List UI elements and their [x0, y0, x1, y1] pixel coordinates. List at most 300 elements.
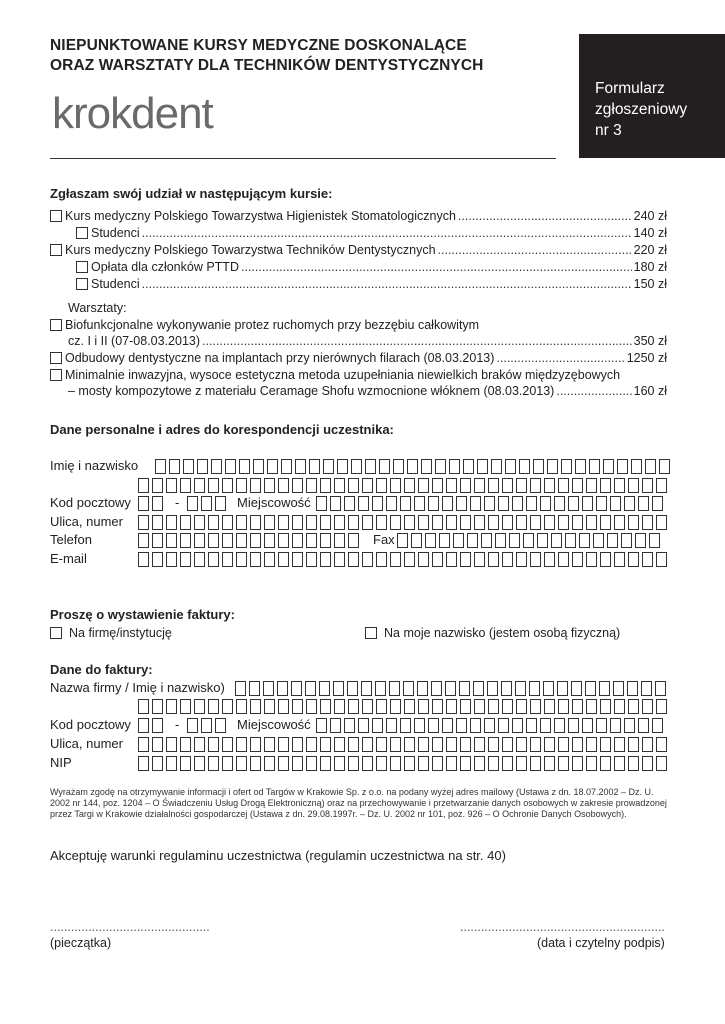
char-box[interactable] [523, 533, 534, 548]
char-box[interactable] [250, 737, 261, 752]
char-box[interactable] [600, 737, 611, 752]
char-box[interactable] [600, 515, 611, 530]
char-box[interactable] [291, 681, 302, 696]
char-box[interactable] [166, 737, 177, 752]
name-field[interactable] [155, 459, 670, 474]
char-box[interactable] [638, 496, 649, 511]
char-box[interactable] [571, 681, 582, 696]
char-box[interactable] [155, 459, 166, 474]
char-box[interactable] [292, 737, 303, 752]
char-box[interactable] [138, 515, 149, 530]
char-box[interactable] [390, 515, 401, 530]
char-box[interactable] [386, 718, 397, 733]
char-box[interactable] [600, 552, 611, 567]
char-box[interactable] [236, 478, 247, 493]
char-box[interactable] [397, 533, 408, 548]
char-box[interactable] [554, 496, 565, 511]
char-box[interactable] [320, 699, 331, 714]
fax-field[interactable] [397, 533, 660, 548]
char-box[interactable] [586, 478, 597, 493]
char-box[interactable] [347, 681, 358, 696]
char-box[interactable] [320, 478, 331, 493]
char-box[interactable] [376, 699, 387, 714]
char-box[interactable] [194, 478, 205, 493]
postcode-field-part2[interactable] [187, 496, 226, 511]
char-box[interactable] [656, 478, 667, 493]
char-box[interactable] [656, 737, 667, 752]
char-box[interactable] [642, 737, 653, 752]
char-box[interactable] [582, 496, 593, 511]
char-box[interactable] [432, 478, 443, 493]
char-box[interactable] [183, 459, 194, 474]
char-box[interactable] [540, 718, 551, 733]
invoice-company-option[interactable]: Na firmę/instytucję [50, 625, 350, 641]
char-box[interactable] [558, 756, 569, 771]
char-box[interactable] [138, 756, 149, 771]
char-box[interactable] [428, 496, 439, 511]
char-box[interactable] [558, 699, 569, 714]
char-box[interactable] [180, 515, 191, 530]
char-box[interactable] [344, 718, 355, 733]
char-box[interactable] [403, 681, 414, 696]
char-box[interactable] [306, 515, 317, 530]
char-box[interactable] [330, 496, 341, 511]
char-box[interactable] [624, 496, 635, 511]
char-box[interactable] [516, 552, 527, 567]
char-box[interactable] [614, 737, 625, 752]
char-box[interactable] [222, 552, 233, 567]
char-box[interactable] [407, 459, 418, 474]
char-box[interactable] [281, 459, 292, 474]
char-box[interactable] [596, 496, 607, 511]
char-box[interactable] [180, 699, 191, 714]
char-box[interactable] [166, 756, 177, 771]
char-box[interactable] [607, 533, 618, 548]
char-box[interactable] [138, 533, 149, 548]
char-box[interactable] [358, 496, 369, 511]
char-box[interactable] [362, 699, 373, 714]
char-box[interactable] [215, 496, 226, 511]
char-box[interactable] [201, 718, 212, 733]
char-box[interactable] [484, 718, 495, 733]
char-box[interactable] [484, 496, 495, 511]
char-box[interactable] [365, 459, 376, 474]
char-box[interactable] [309, 459, 320, 474]
company-name-field-line2[interactable] [138, 699, 667, 714]
checkbox[interactable] [50, 244, 62, 256]
char-box[interactable] [505, 459, 516, 474]
char-box[interactable] [278, 756, 289, 771]
char-box[interactable] [652, 718, 663, 733]
char-box[interactable] [572, 552, 583, 567]
char-box[interactable] [432, 737, 443, 752]
char-box[interactable] [316, 718, 327, 733]
char-box[interactable] [305, 681, 316, 696]
char-box[interactable] [530, 478, 541, 493]
char-box[interactable] [474, 552, 485, 567]
char-box[interactable] [306, 737, 317, 752]
char-box[interactable] [628, 478, 639, 493]
char-box[interactable] [586, 737, 597, 752]
char-box[interactable] [166, 699, 177, 714]
char-box[interactable] [379, 459, 390, 474]
char-box[interactable] [495, 533, 506, 548]
street-field[interactable] [138, 515, 667, 530]
char-box[interactable] [414, 496, 425, 511]
char-box[interactable] [610, 496, 621, 511]
char-box[interactable] [295, 459, 306, 474]
char-box[interactable] [470, 718, 481, 733]
char-box[interactable] [543, 681, 554, 696]
char-box[interactable] [404, 552, 415, 567]
char-box[interactable] [614, 552, 625, 567]
char-box[interactable] [222, 515, 233, 530]
char-box[interactable] [239, 459, 250, 474]
char-box[interactable] [516, 478, 527, 493]
char-box[interactable] [593, 533, 604, 548]
char-box[interactable] [404, 515, 415, 530]
char-box[interactable] [337, 459, 348, 474]
char-box[interactable] [138, 552, 149, 567]
email-field[interactable] [138, 552, 667, 567]
char-box[interactable] [491, 459, 502, 474]
char-box[interactable] [320, 515, 331, 530]
char-box[interactable] [404, 756, 415, 771]
char-box[interactable] [659, 459, 670, 474]
char-box[interactable] [390, 756, 401, 771]
char-box[interactable] [152, 756, 163, 771]
char-box[interactable] [544, 515, 555, 530]
char-box[interactable] [180, 756, 191, 771]
char-box[interactable] [236, 515, 247, 530]
char-box[interactable] [250, 699, 261, 714]
char-box[interactable] [575, 459, 586, 474]
char-box[interactable] [222, 737, 233, 752]
char-box[interactable] [348, 533, 359, 548]
char-box[interactable] [474, 699, 485, 714]
char-box[interactable] [166, 478, 177, 493]
char-box[interactable] [596, 718, 607, 733]
char-box[interactable] [432, 756, 443, 771]
char-box[interactable] [502, 699, 513, 714]
char-box[interactable] [652, 496, 663, 511]
char-box[interactable] [544, 552, 555, 567]
char-box[interactable] [152, 478, 163, 493]
char-box[interactable] [169, 459, 180, 474]
char-box[interactable] [446, 756, 457, 771]
char-box[interactable] [187, 718, 198, 733]
char-box[interactable] [502, 756, 513, 771]
char-box[interactable] [655, 681, 666, 696]
checkbox[interactable] [50, 319, 62, 331]
char-box[interactable] [488, 737, 499, 752]
char-box[interactable] [421, 459, 432, 474]
char-box[interactable] [306, 478, 317, 493]
workshop-option-3[interactable]: Minimalnie inwazyjna, wysoce estetyczna metoda uzupełniania niewielkich braków międzyzębowych [50, 367, 667, 383]
invoice-city-field[interactable] [316, 718, 663, 733]
char-box[interactable] [572, 737, 583, 752]
char-box[interactable] [180, 737, 191, 752]
char-box[interactable] [320, 756, 331, 771]
char-box[interactable] [376, 478, 387, 493]
char-box[interactable] [459, 681, 470, 696]
char-box[interactable] [442, 718, 453, 733]
char-box[interactable] [264, 699, 275, 714]
char-box[interactable] [264, 533, 275, 548]
char-box[interactable] [551, 533, 562, 548]
char-box[interactable] [362, 756, 373, 771]
char-box[interactable] [613, 681, 624, 696]
checkbox[interactable] [50, 210, 62, 222]
checkbox[interactable] [50, 369, 62, 381]
char-box[interactable] [180, 478, 191, 493]
char-box[interactable] [530, 552, 541, 567]
char-box[interactable] [473, 681, 484, 696]
char-box[interactable] [201, 496, 212, 511]
char-box[interactable] [208, 478, 219, 493]
char-box[interactable] [404, 699, 415, 714]
char-box[interactable] [138, 699, 149, 714]
char-box[interactable] [432, 699, 443, 714]
course-option-pths[interactable]: Kurs medyczny Polskiego Towarzystwa Higienistek Stomatologicznych ..... 240 zł [50, 208, 667, 224]
char-box[interactable] [638, 718, 649, 733]
char-box[interactable] [250, 552, 261, 567]
char-box[interactable] [418, 699, 429, 714]
char-box[interactable] [600, 756, 611, 771]
char-box[interactable] [320, 737, 331, 752]
char-box[interactable] [152, 718, 163, 733]
char-box[interactable] [512, 496, 523, 511]
char-box[interactable] [362, 552, 373, 567]
char-box[interactable] [460, 515, 471, 530]
char-box[interactable] [194, 552, 205, 567]
char-box[interactable] [558, 737, 569, 752]
char-box[interactable] [446, 515, 457, 530]
char-box[interactable] [586, 515, 597, 530]
char-box[interactable] [530, 515, 541, 530]
char-box[interactable] [656, 552, 667, 567]
checkbox[interactable] [76, 261, 88, 273]
char-box[interactable] [635, 533, 646, 548]
char-box[interactable] [512, 718, 523, 733]
char-box[interactable] [372, 718, 383, 733]
char-box[interactable] [306, 756, 317, 771]
char-box[interactable] [152, 533, 163, 548]
char-box[interactable] [558, 478, 569, 493]
char-box[interactable] [320, 533, 331, 548]
char-box[interactable] [278, 552, 289, 567]
workshop-option-2[interactable]: Odbudowy dentystyczne na implantach przy nierównych filarach (08.03.2013) ..... 1250 zł [50, 350, 667, 366]
checkbox[interactable] [76, 278, 88, 290]
char-box[interactable] [138, 478, 149, 493]
char-box[interactable] [446, 478, 457, 493]
char-box[interactable] [348, 552, 359, 567]
char-box[interactable] [614, 478, 625, 493]
char-box[interactable] [537, 533, 548, 548]
checkbox[interactable] [365, 627, 377, 639]
char-box[interactable] [306, 699, 317, 714]
char-box[interactable] [320, 552, 331, 567]
char-box[interactable] [344, 496, 355, 511]
char-box[interactable] [467, 533, 478, 548]
char-box[interactable] [526, 496, 537, 511]
char-box[interactable] [152, 737, 163, 752]
char-box[interactable] [516, 699, 527, 714]
char-box[interactable] [656, 699, 667, 714]
char-box[interactable] [519, 459, 530, 474]
char-box[interactable] [533, 459, 544, 474]
char-box[interactable] [166, 552, 177, 567]
char-box[interactable] [572, 478, 583, 493]
char-box[interactable] [649, 533, 660, 548]
char-box[interactable] [166, 515, 177, 530]
char-box[interactable] [348, 737, 359, 752]
char-box[interactable] [572, 756, 583, 771]
char-box[interactable] [187, 496, 198, 511]
char-box[interactable] [418, 737, 429, 752]
char-box[interactable] [386, 496, 397, 511]
char-box[interactable] [358, 718, 369, 733]
char-box[interactable] [624, 718, 635, 733]
char-box[interactable] [572, 515, 583, 530]
char-box[interactable] [292, 533, 303, 548]
char-box[interactable] [498, 496, 509, 511]
char-box[interactable] [488, 552, 499, 567]
char-box[interactable] [306, 552, 317, 567]
char-box[interactable] [418, 756, 429, 771]
char-box[interactable] [348, 756, 359, 771]
char-box[interactable] [236, 756, 247, 771]
char-box[interactable] [348, 699, 359, 714]
char-box[interactable] [487, 681, 498, 696]
char-box[interactable] [194, 515, 205, 530]
invoice-postcode-field-part2[interactable] [187, 718, 226, 733]
char-box[interactable] [264, 478, 275, 493]
char-box[interactable] [572, 699, 583, 714]
char-box[interactable] [614, 756, 625, 771]
char-box[interactable] [558, 552, 569, 567]
char-box[interactable] [516, 737, 527, 752]
char-box[interactable] [453, 533, 464, 548]
char-box[interactable] [614, 699, 625, 714]
char-box[interactable] [579, 533, 590, 548]
char-box[interactable] [208, 533, 219, 548]
char-box[interactable] [278, 478, 289, 493]
char-box[interactable] [547, 459, 558, 474]
char-box[interactable] [362, 737, 373, 752]
char-box[interactable] [586, 552, 597, 567]
char-box[interactable] [589, 459, 600, 474]
char-box[interactable] [334, 515, 345, 530]
company-name-field[interactable] [235, 681, 666, 696]
char-box[interactable] [502, 515, 513, 530]
workshop-option-1[interactable]: Biofunkcjonalne wykonywanie protez ruchomych przy bezzębiu całkowitym [50, 317, 667, 333]
char-box[interactable] [627, 681, 638, 696]
char-box[interactable] [333, 681, 344, 696]
char-box[interactable] [585, 681, 596, 696]
char-box[interactable] [515, 681, 526, 696]
char-box[interactable] [362, 478, 373, 493]
char-box[interactable] [404, 737, 415, 752]
char-box[interactable] [432, 552, 443, 567]
char-box[interactable] [642, 756, 653, 771]
char-box[interactable] [526, 718, 537, 733]
char-box[interactable] [334, 756, 345, 771]
char-box[interactable] [568, 718, 579, 733]
char-box[interactable] [138, 496, 149, 511]
char-box[interactable] [544, 699, 555, 714]
char-box[interactable] [488, 515, 499, 530]
char-box[interactable] [319, 681, 330, 696]
char-box[interactable] [351, 459, 362, 474]
invoice-person-option[interactable]: Na moje nazwisko (jestem osobą fizyczną) [365, 625, 665, 641]
char-box[interactable] [264, 515, 275, 530]
char-box[interactable] [656, 515, 667, 530]
char-box[interactable] [449, 459, 460, 474]
char-box[interactable] [417, 681, 428, 696]
char-box[interactable] [152, 552, 163, 567]
char-box[interactable] [529, 681, 540, 696]
char-box[interactable] [222, 699, 233, 714]
char-box[interactable] [215, 718, 226, 733]
char-box[interactable] [376, 515, 387, 530]
char-box[interactable] [642, 515, 653, 530]
char-box[interactable] [530, 699, 541, 714]
char-box[interactable] [236, 737, 247, 752]
char-box[interactable] [393, 459, 404, 474]
char-box[interactable] [474, 478, 485, 493]
char-box[interactable] [208, 699, 219, 714]
char-box[interactable] [446, 737, 457, 752]
char-box[interactable] [372, 496, 383, 511]
char-box[interactable] [446, 699, 457, 714]
char-box[interactable] [435, 459, 446, 474]
char-box[interactable] [425, 533, 436, 548]
char-box[interactable] [586, 699, 597, 714]
char-box[interactable] [530, 737, 541, 752]
char-box[interactable] [432, 515, 443, 530]
char-box[interactable] [456, 718, 467, 733]
char-box[interactable] [502, 552, 513, 567]
char-box[interactable] [460, 756, 471, 771]
char-box[interactable] [235, 681, 246, 696]
char-box[interactable] [375, 681, 386, 696]
char-box[interactable] [194, 737, 205, 752]
char-box[interactable] [445, 681, 456, 696]
char-box[interactable] [292, 699, 303, 714]
char-box[interactable] [180, 533, 191, 548]
char-box[interactable] [208, 552, 219, 567]
char-box[interactable] [460, 699, 471, 714]
char-box[interactable] [645, 459, 656, 474]
char-box[interactable] [361, 681, 372, 696]
char-box[interactable] [376, 737, 387, 752]
char-box[interactable] [222, 756, 233, 771]
char-box[interactable] [400, 496, 411, 511]
char-box[interactable] [428, 718, 439, 733]
char-box[interactable] [544, 737, 555, 752]
char-box[interactable] [642, 699, 653, 714]
char-box[interactable] [194, 699, 205, 714]
char-box[interactable] [180, 552, 191, 567]
char-box[interactable] [278, 737, 289, 752]
char-box[interactable] [628, 756, 639, 771]
char-box[interactable] [565, 533, 576, 548]
name-field-line2[interactable] [138, 478, 667, 493]
char-box[interactable] [278, 699, 289, 714]
nip-field[interactable] [138, 756, 667, 771]
char-box[interactable] [250, 515, 261, 530]
